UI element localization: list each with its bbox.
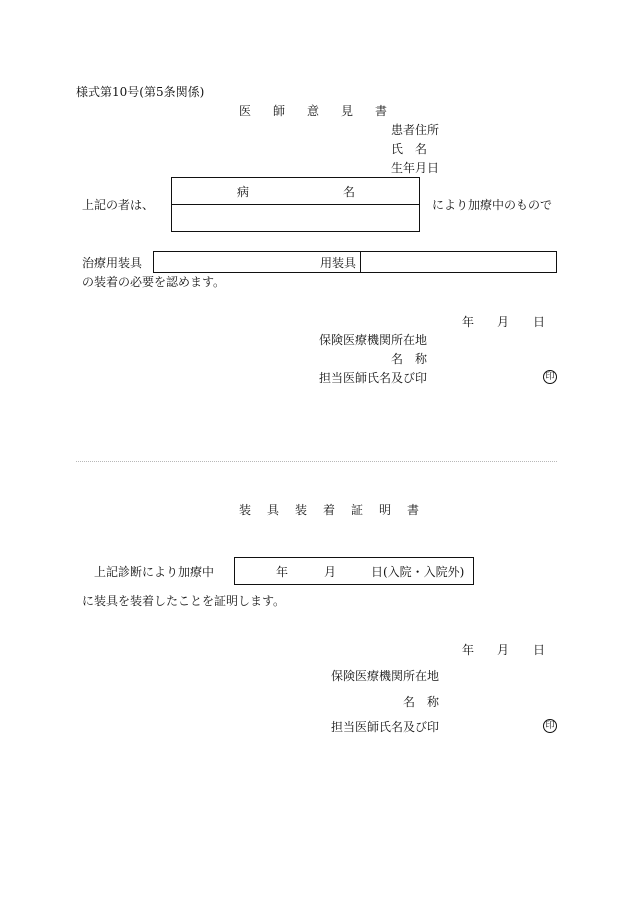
treatment-label: 上記診断により加療中 [94, 565, 215, 579]
form-number: 様式第10号(第5条関係) [76, 85, 205, 99]
disease-header-left: 病 [237, 185, 250, 199]
opinion-institution-name: 名 称 [391, 352, 428, 366]
certify-text: に装具を装着したことを証明します。 [82, 594, 286, 608]
certificate-title: 装具装着証明書 [239, 503, 436, 517]
opinion-title: 医師意見書 [239, 104, 410, 118]
device-box [153, 251, 557, 273]
treatment-period-box [234, 557, 474, 585]
certificate-institution-name: 名 称 [403, 695, 440, 709]
device-box-divider [360, 252, 361, 272]
device-type-label: 用装具 [320, 256, 357, 270]
opinion-date-day: 日 [533, 315, 546, 329]
treatment-month: 月 [324, 565, 337, 579]
opinion-date-month: 月 [497, 315, 510, 329]
section-separator [76, 461, 557, 462]
birth-date-label: 生年月日 [391, 161, 440, 175]
certificate-date-day: 日 [533, 643, 546, 657]
opinion-seal-icon: 印 [543, 370, 557, 384]
subject-suffix: により加療中のもので [432, 198, 553, 212]
disease-box-divider [172, 204, 419, 205]
subject-prefix: 上記の者は、 [82, 198, 155, 212]
patient-name-label: 氏 名 [391, 142, 428, 156]
certificate-doctor-name-seal: 担当医師氏名及び印 [331, 720, 440, 734]
certificate-institution-address: 保険医療機関所在地 [331, 669, 440, 683]
treatment-year: 年 [276, 565, 289, 579]
certificate-date-month: 月 [497, 643, 510, 657]
disease-name-box [171, 177, 420, 232]
certificate-seal-icon: 印 [543, 719, 557, 733]
disease-header-right: 名 [343, 185, 356, 199]
device-label: 治療用装具 [82, 256, 143, 270]
opinion-doctor-name-seal: 担当医師氏名及び印 [319, 371, 428, 385]
certificate-date-year: 年 [462, 643, 475, 657]
opinion-date-year: 年 [462, 315, 475, 329]
treatment-day-status: 日(入院・入院外) [371, 565, 465, 579]
necessity-text: の装着の必要を認めます。 [82, 275, 226, 289]
patient-address-label: 患者住所 [391, 123, 440, 137]
opinion-institution-address: 保険医療機関所在地 [319, 333, 428, 347]
